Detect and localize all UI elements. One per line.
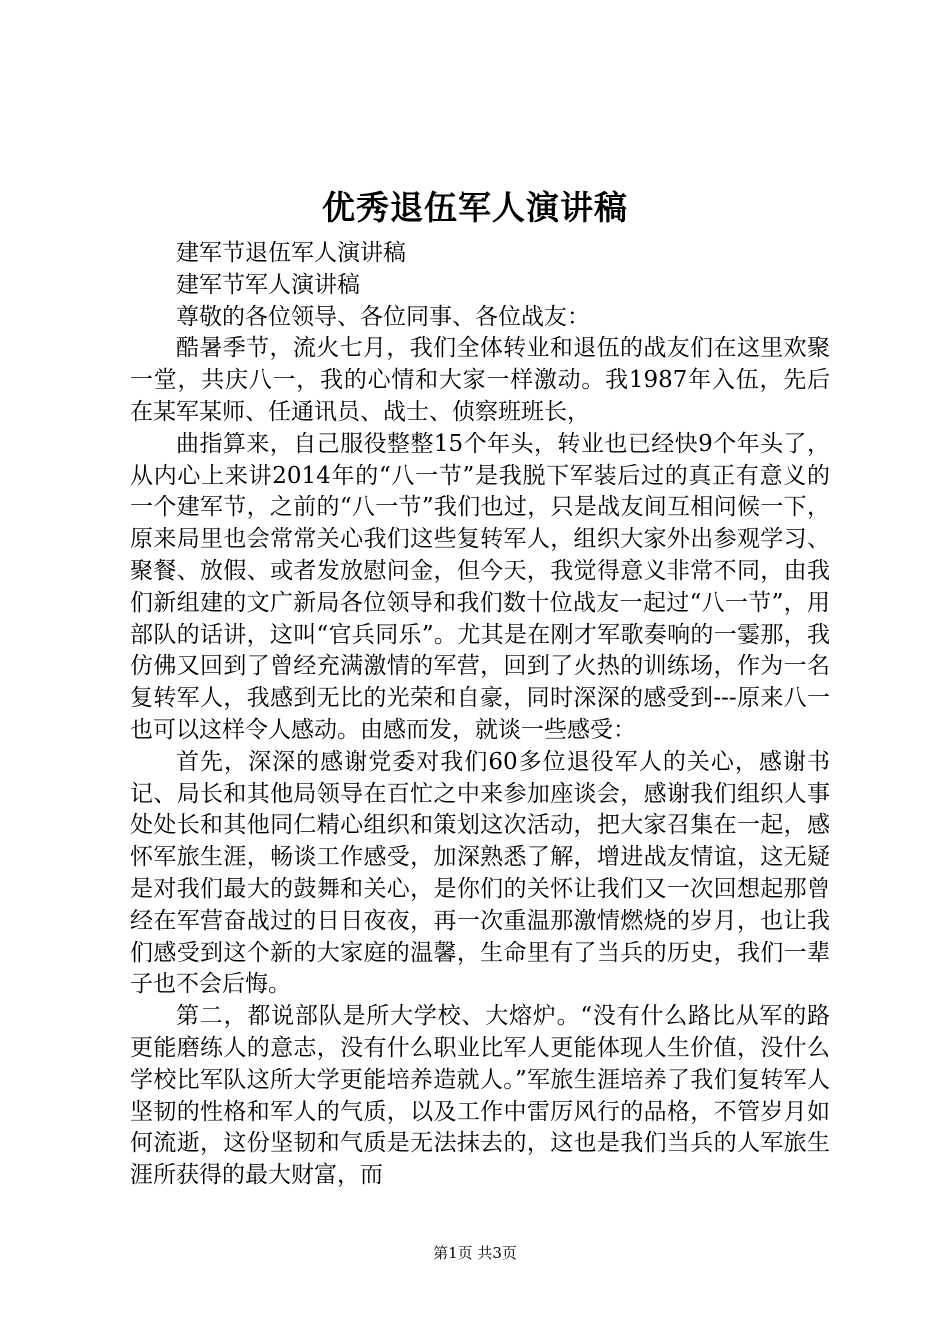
subtitle-line-1: 建军节退伍军人演讲稿 [176, 240, 406, 266]
salutation: 尊敬的各位领导、各位同事、各位战友： [176, 303, 590, 330]
document-title: 优秀退伍军人演讲稿 [322, 188, 628, 227]
document-body [130, 238, 830, 1192]
body-paragraph: 第二，都说部队是所大学校、大熔炉。“没有什么路比从军的路更能磨练人的意志，没有什么职业比军人更能体现人生价值，没什么学校比军队这所大学更能培养造就人。”军旅生涯培养了我们复转军人坚韧的性格和军人的气质，以及工作中雷厉风行的品格，不管岁月如何流逝，这份坚韧和气质是无法抹去的，这也是我们当兵的人军旅生涯所获得的最大财富，而 [130, 1003, 830, 1189]
body-paragraph: 曲指算来，自己服役整整15个年头，转业也已经快9个年头了，从内心上来讲2014年的“八一节”是我脱下军装后过的真正有意义的一个建军节，之前的“八一节”我们也过，只是战友间互相问候一下，原来局里也会常常关心我们这些复转军人，组织大家外出参观学习、聚餐、放假、或者发放慰问金，但今天，我觉得意义非常不同，由我们新组建的文广新局各位领导和我们数十位战友一起过“八一节”，用部队的话讲，这叫“官兵同乐”。尤其是在刚才军歌奏响的一霎那，我仿佛又回到了曾经充满激情的军营，回到了火热的训练场，作为一名复转军人，我感到无比的光荣和自豪，同时深深的感受到---原来八一也可以这样令人感动。由感而发，就谈一些感受： [130, 430, 830, 743]
body-paragraph: 首先，深深的感谢党委对我们60多位退役军人的关心，感谢书记、局长和其他局领导在百忙之中来参加座谈会，感谢我们组织人事处处长和其他同仁精心组织和策划这次活动，把大家召集在一起，感怀军旅生涯，畅谈工作感受，加深熟悉了解，增进战友情谊，这无疑是对我们最大的鼓舞和关心，是你们的关怀让我们又一次回想起那曾经在军营奋战过的日日夜夜，再一次重温那激情燃烧的岁月，也让我们感受到这个新的大家庭的温馨，生命里有了当兵的历史，我们一辈子也不会后悔。 [130, 748, 830, 998]
page-footer: 第1页 共3页 [433, 1244, 517, 1262]
subtitle-line-2: 建军节军人演讲稿 [176, 271, 360, 298]
body-paragraph: 酷暑季节，流火七月，我们全体转业和退伍的战友们在这里欢聚一堂，共庆八一，我的心情和大家一样激动。我1987年入伍，先后在某军某师、任通讯员、战士、侦察班班长， [130, 335, 830, 425]
